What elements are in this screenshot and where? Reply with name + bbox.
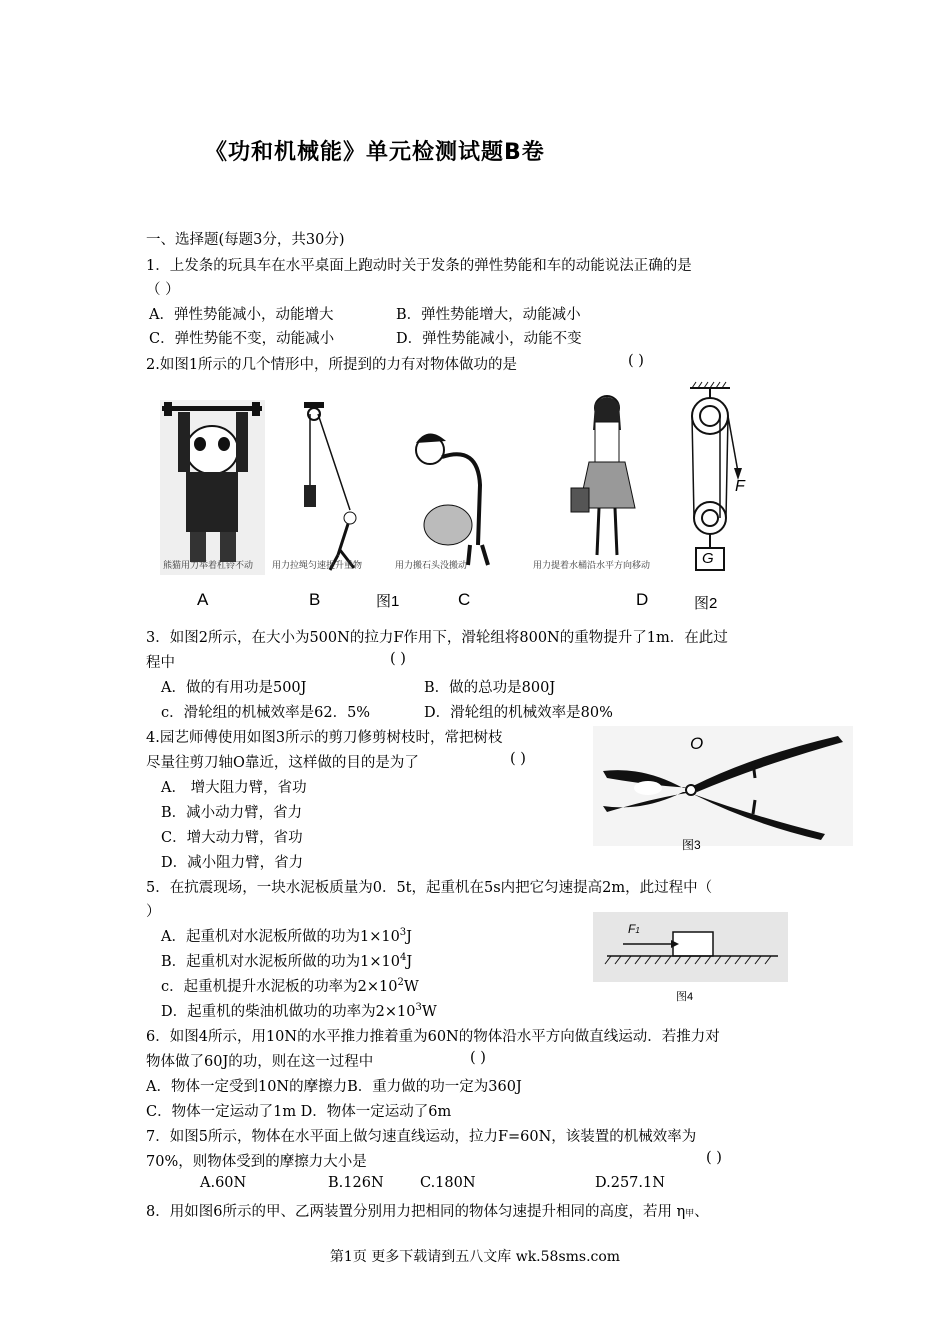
figure4-caption: 图4: [676, 991, 694, 1003]
q5-stem: 5．在抗震现场，一块水泥板质量为0．5t，起重机在5s内把它匀速提高2m，此过程中（: [146, 880, 713, 896]
q5-option-b: B．起重机对水泥板所做的功为$1\times 10^4J$: [161, 952, 413, 970]
figure3-pivot-label: O: [690, 734, 704, 753]
figure1-caption: 图1: [376, 593, 400, 610]
figure3-caption: 图3: [682, 838, 701, 852]
q4-option-b: B．减小动力臂，省力: [161, 805, 303, 821]
q6-answer-paren: ( ): [470, 1050, 486, 1066]
q4-answer-paren: ( ): [510, 751, 526, 767]
figure1-caption-b: 用力拉绳匀速提升重物: [272, 560, 363, 570]
figure1-label-c: C: [458, 590, 471, 609]
q1-stem: 1．上发条的玩具车在水平桌面上跑动时关于发条的弹性势能和车的动能说法正确的是: [146, 258, 692, 274]
page-title: 《功和机械能》单元检测试题B卷: [205, 140, 545, 165]
q1-option-c: C．弹性势能不变，动能减小: [149, 331, 335, 347]
q7-stem-cont: 70%，则物体受到的摩擦力大小是: [146, 1154, 367, 1170]
q5-option-c: c．起重机提升水泥板的功率为$2\times 10^2W$: [161, 977, 419, 995]
q1-option-a: A．弹性势能减小，动能增大: [149, 307, 334, 323]
figure1-caption-d: 用力提着水桶沿水平方向移动: [533, 560, 651, 570]
q3-stem: 3．如图2所示，在大小为500N的拉力F作用下，滑轮组将800N的重物提升了1m．在此过: [146, 630, 728, 646]
q3-option-d: D．滑轮组的机械效率是80%: [424, 705, 613, 721]
q3-option-a: A．做的有用功是500J: [161, 680, 307, 696]
figure1-caption-a: 熊猫用力举着杠铃不动: [163, 560, 254, 570]
q4-option-a: A． 增大阻力臂，省功: [161, 780, 307, 796]
q5-option-a: A．起重机对水泥板所做的功为$1\times 10^3J$: [161, 927, 412, 945]
figure1-panel-b: [290, 400, 365, 575]
q6-stem: 6．如图4所示，用10N的水平推力推着重为60N的物体沿水平方向做直线运动．若推力对: [146, 1029, 720, 1045]
q6-stem-cont: 物体做了60J的功，则在这一过程中: [146, 1054, 374, 1070]
figure2-weight-label: G: [702, 550, 714, 567]
page-footer: 第1页 更多下载请到五八文库 wk.58sms.com: [329, 1249, 621, 1265]
q3-option-c: c．滑轮组的机械效率是62．5%: [161, 705, 371, 721]
q2-stem: 2.如图1所示的几个情形中，所提到的力有对物体做功的是: [146, 357, 518, 373]
figure1-panel-d: [565, 390, 645, 570]
q7-stem: 7．如图5所示，物体在水平面上做匀速直线运动，拉力F=60N，该装置的机械效率为: [146, 1129, 697, 1145]
q1-option-b: B．弹性势能增大，动能减小: [396, 307, 581, 323]
section-heading: 一、选择题(每题3分，共30分): [146, 232, 345, 248]
q8-stem: 8．用如图6所示的甲、乙两装置分别用力把相同的物体匀速提升相同的高度，若用 η甲、: [146, 1204, 709, 1220]
figure1-caption-c: 用力搬石头没搬动: [395, 560, 468, 570]
figure1-label-a: A: [197, 590, 209, 609]
q4-option-d: D．减小阻力臂，省力: [161, 855, 304, 871]
q7-option-c: C.180N: [420, 1175, 476, 1191]
figure1-label-d: D: [636, 590, 649, 609]
figure1-panel-a: [160, 400, 265, 575]
figure3-shears-diagram: [593, 726, 853, 846]
figure1-label-b: B: [309, 590, 321, 609]
q4-stem: 4.园艺师傅使用如图3所示的剪刀修剪树枝时，常把树枝: [146, 730, 503, 746]
q6-options-ab: A．物体一定受到10N的摩擦力B．重力做的功一定为360J: [146, 1079, 522, 1095]
q3-option-b: B．做的总功是800J: [424, 680, 556, 696]
q1-option-d: D．弹性势能减小，动能不变: [396, 331, 582, 347]
q4-option-c: C．增大动力臂，省功: [161, 830, 303, 846]
figure2-caption: 图2: [694, 595, 718, 612]
q7-option-d: D.257.1N: [595, 1175, 665, 1191]
q3-answer-paren: ( ): [390, 651, 406, 667]
q3-stem-cont: 程中: [146, 655, 175, 671]
q2-answer-paren: ( ): [628, 353, 644, 369]
figure4-force-label: F1: [628, 922, 640, 936]
q5-answer-paren: ）: [146, 904, 161, 920]
figure2-force-label: F: [735, 478, 745, 495]
figure4-block-diagram: [593, 912, 788, 982]
figure1-panel-c: [398, 425, 498, 575]
q7-answer-paren: ( ): [706, 1150, 722, 1166]
figure2-pulley-diagram: [680, 380, 760, 580]
q4-stem-cont: 尽量往剪刀轴O靠近，这样做的目的是为了: [146, 755, 419, 771]
q1-answer-paren: （ ）: [146, 282, 180, 298]
q6-options-cd: C．物体一定运动了1m D．物体一定运动了6m: [146, 1104, 452, 1120]
q5-option-d: D．起重机的柴油机做功的功率为$2\times 10^3W$: [161, 1002, 437, 1020]
q7-option-b: B.126N: [328, 1175, 384, 1191]
q7-option-a: A.60N: [200, 1175, 247, 1191]
